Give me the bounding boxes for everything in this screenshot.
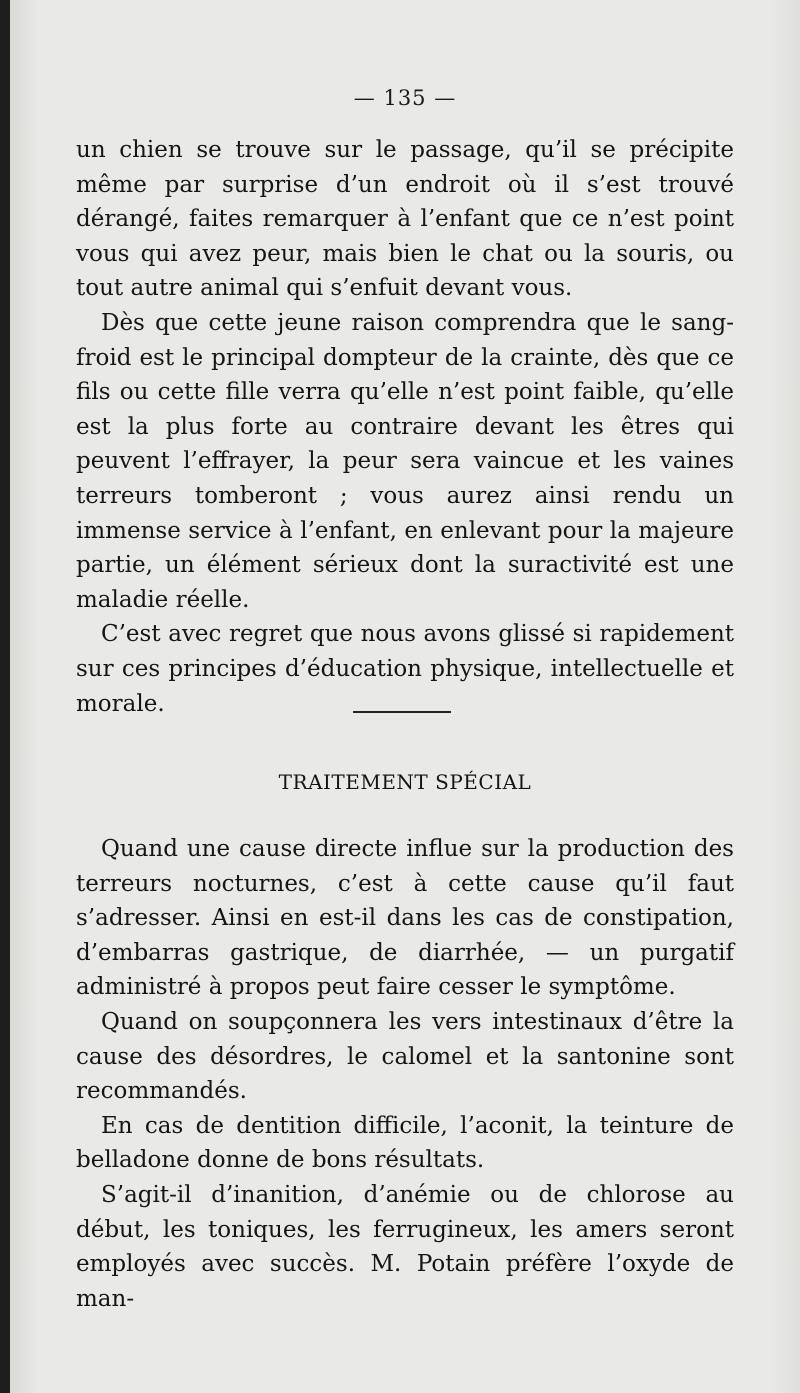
section-divider [353, 711, 451, 713]
paragraph: Quand on soupçonnera les vers intestinaux d’être la cause des désordres, le calomel et la santonine sont recommandés. [76, 1008, 734, 1105]
paragraph: Dès que cette jeune raison comprendra que le sang-froid est le principal dompteur de la crainte, dès que ce fils ou cette fille verra qu’elle n’est point faible, qu’elle est la plus forte au contraire devant les êtres qui peuvent l’effrayer, la peur sera vaincue et les vaines terreurs tomberont ; vous aurez ainsi rendu un immense service à l’enfant, en enlevant pour la majeure partie, un élément sérieux dont la suractivité est une maladie réelle. [76, 309, 734, 613]
text-block-top [76, 133, 734, 721]
paragraph: C’est avec regret que nous avons glissé si rapidement sur ces principes d’éducation physique, intellectuelle et morale. [76, 621, 734, 717]
section-heading: TRAITEMENT SPÉCIAL [278, 770, 532, 794]
text-block-bottom [76, 832, 734, 1316]
page-number: — 135 — [353, 86, 457, 110]
paragraph: un chien se trouve sur le passage, qu’il se précipite même par surprise d’un endroit où il s’est trouvé dérangé, faites remarquer à l’enfant que ce n’est point vous qui avez peur, mais bien le chat ou la souris, ou tout autre animal qui s’enfuit devant vous. [76, 137, 734, 302]
paragraph: En cas de dentition difficile, l’aconit, la teinture de belladone donne de bons résultats. [76, 1112, 734, 1174]
book-page [10, 0, 800, 1393]
paragraph: S’agit-il d’inanition, d’anémie ou de chlorose au début, les toniques, les ferrugineux, les amers seront employés avec succès. M. Potain préfère l’oxyde de man- [76, 1181, 734, 1312]
paragraph: Quand une cause directe influe sur la production des terreurs nocturnes, c’est à cette cause qu’il faut s’adresser. Ainsi en est-il dans les cas de constipation, d’embarras gastrique, de diarrhée, — un purgatif administré à propos peut faire cesser le symptôme. [76, 836, 734, 1001]
